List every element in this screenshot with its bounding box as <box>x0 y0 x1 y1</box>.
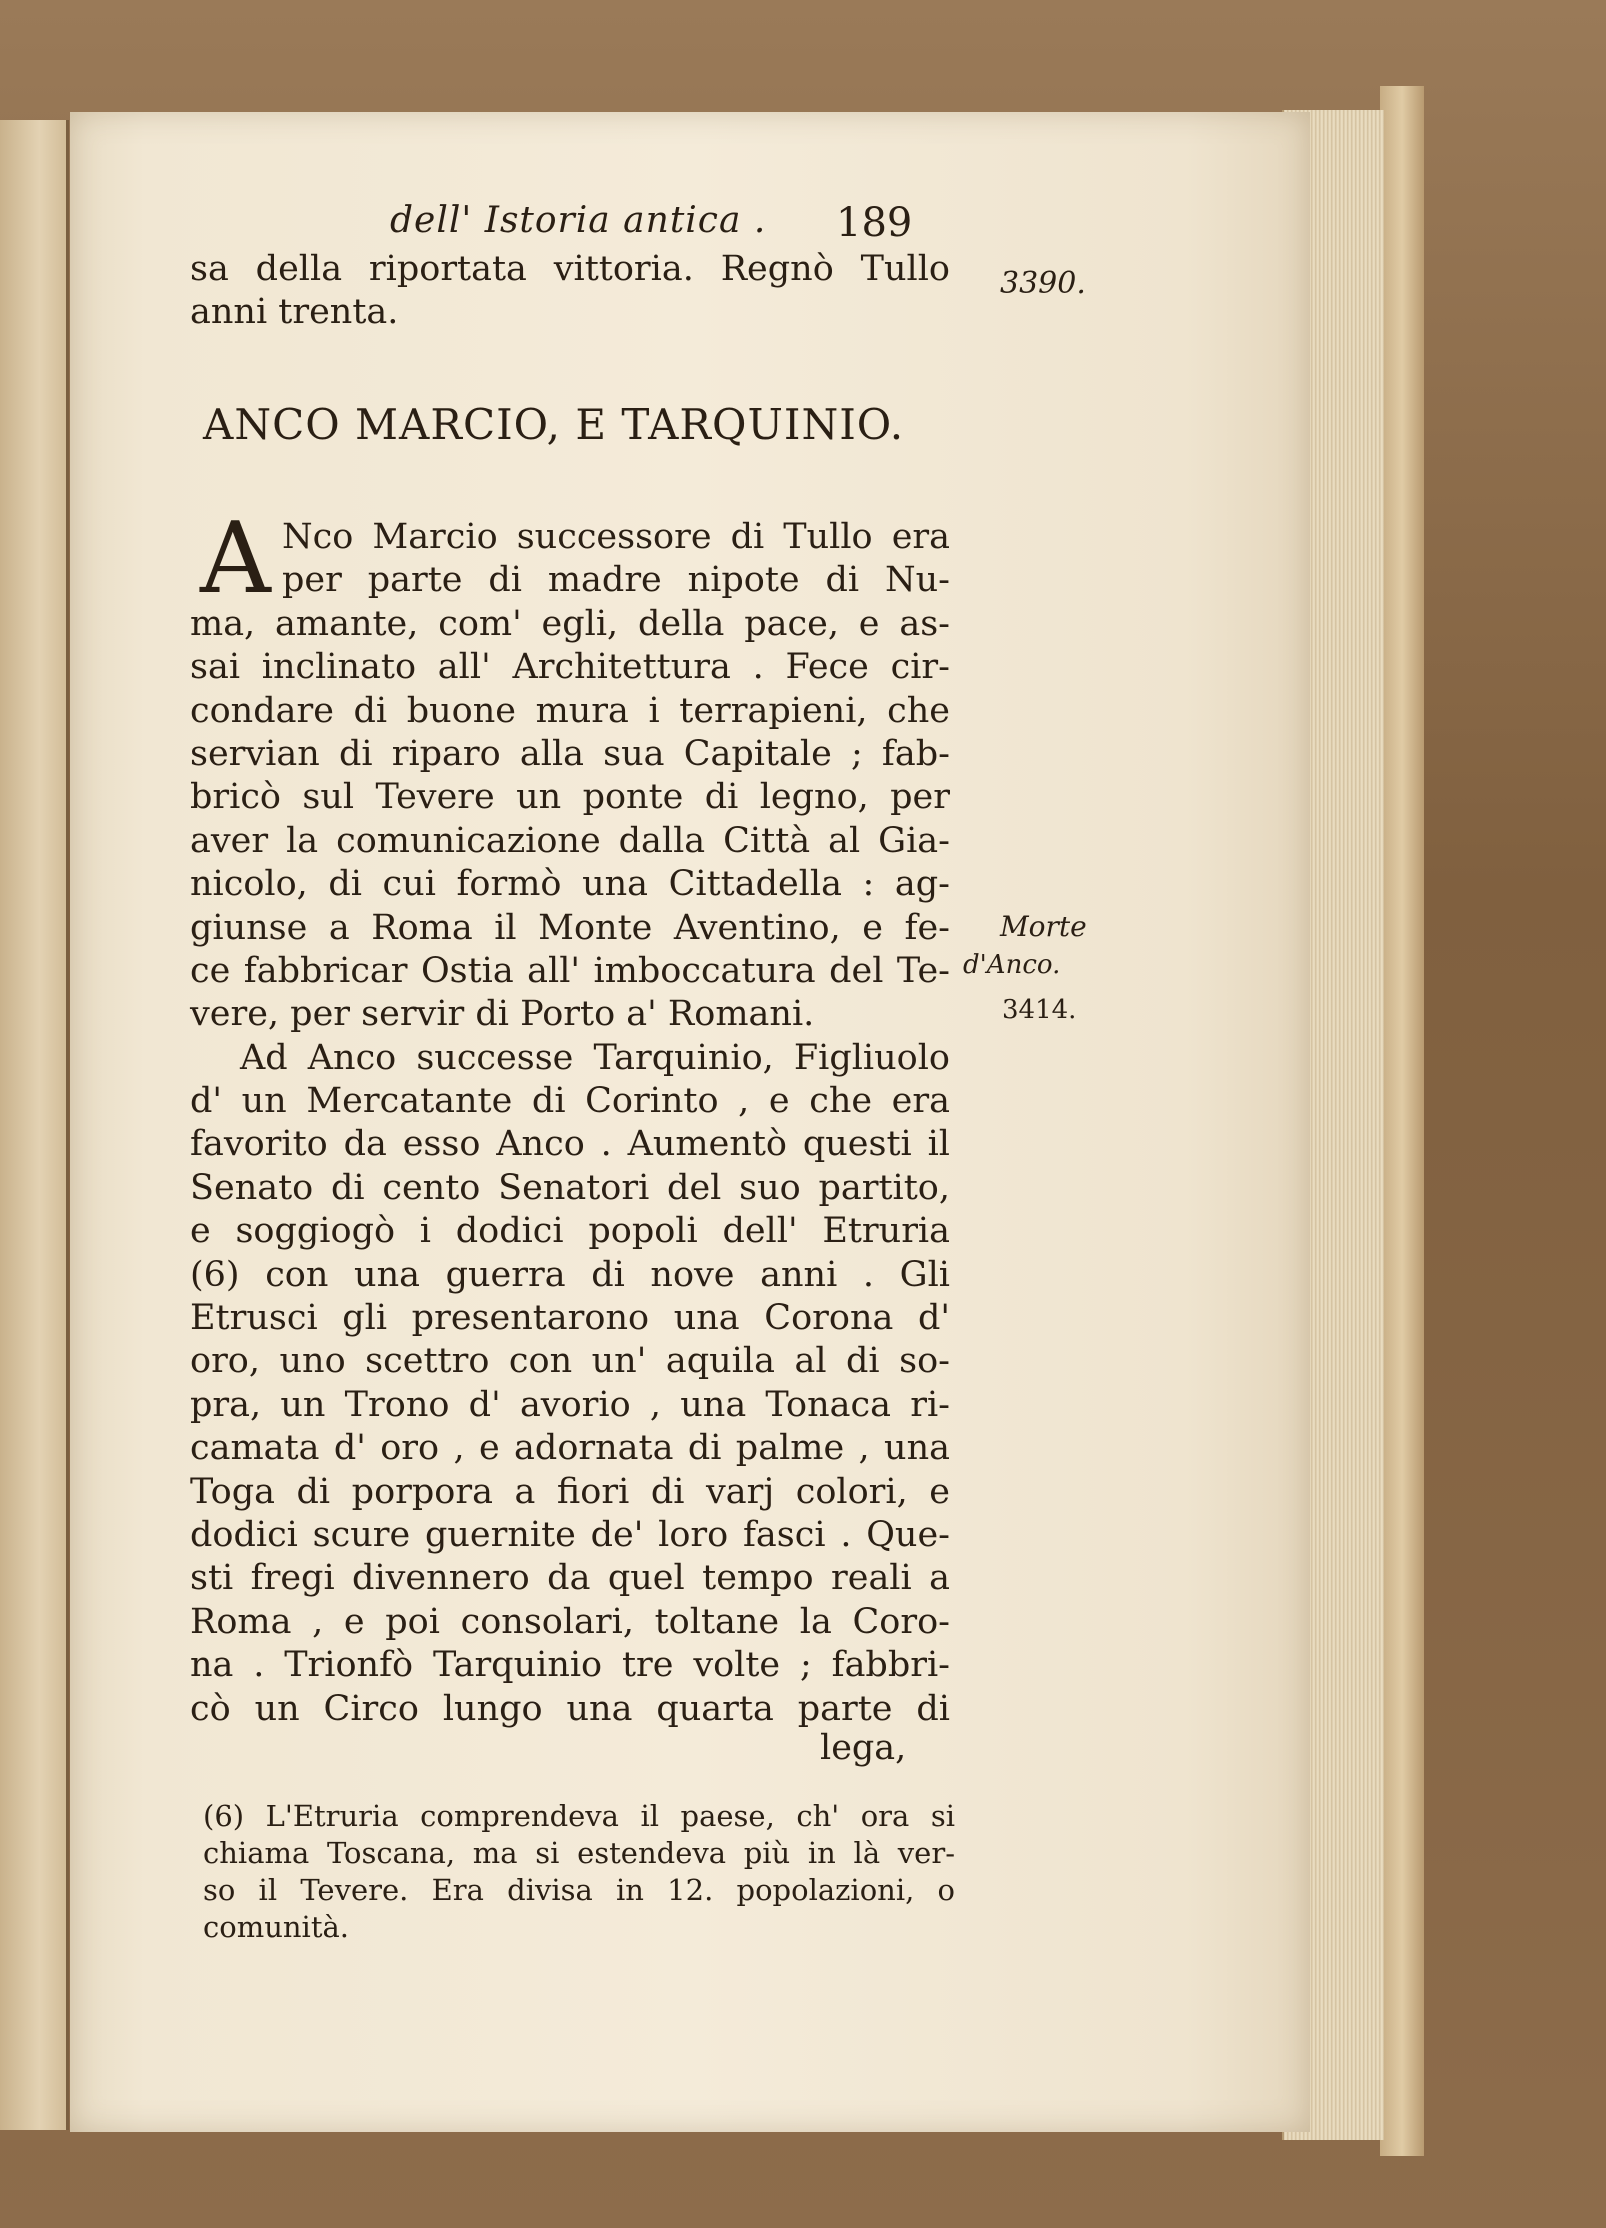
catchword: lega, <box>820 1728 907 1768</box>
page-number: 189 <box>836 200 913 246</box>
footnote-line: comunità. <box>203 1910 349 1944</box>
book-binding <box>1380 86 1424 2156</box>
footnote-line: (6) L'Etruria comprendeva il paese, ch' ora si <box>203 1799 955 1833</box>
margin-note-line: d'Anco. <box>963 950 1061 980</box>
text-line: Roma , e poi consolari, toltane la Coro- <box>190 1601 950 1642</box>
text-line: sti fregi divennero da quel tempo reali a <box>190 1558 950 1599</box>
footnote-line: so il Tevere. Era divisa in 12. popolazioni, o <box>203 1873 955 1907</box>
footnote <box>203 1798 955 1946</box>
text-line: giunse a Roma il Monte Aventino, e fe- <box>190 907 950 948</box>
facing-page-edge <box>0 120 69 2130</box>
text-line: dodici scure guernite de' loro fasci . Que- <box>190 1514 950 1555</box>
text-line: (6) con una guerra di nove anni . Gli <box>190 1254 950 1295</box>
margin-year-note: 3390. <box>1000 266 1086 301</box>
text-line: sa della riportata vittoria. Regnò Tullo <box>190 249 950 289</box>
text-line: Etrusci gli presentarono una Corona d' <box>190 1298 950 1339</box>
text-line: e soggiogò i dodici popoli dell' Etruria <box>190 1211 950 1252</box>
text-line: bricò sul Tevere un ponte di legno, per <box>190 777 950 818</box>
text-line: Toga di porpora a fiori di varj colori, e <box>190 1471 950 1512</box>
text-line: pra, un Trono d' avorio , una Tonaca ri- <box>190 1384 950 1425</box>
text-line: per parte di madre nipote di Nu- <box>282 560 950 601</box>
text-line: oro, uno scettro con un' aquila al di so- <box>190 1341 950 1382</box>
margin-year-note: 3414. <box>1002 995 1077 1025</box>
text-line: servian di riparo alla sua Capitale ; fab- <box>190 733 950 774</box>
text-line: ce fabbricar Ostia all' imboccatura del Te- <box>190 950 950 991</box>
text-line: Senato di cento Senatori del suo partito, <box>190 1167 950 1208</box>
text-line: sai inclinato all' Architettura . Fece cir- <box>190 647 950 688</box>
running-title: dell' Istoria antica . <box>390 200 767 241</box>
text-line: cò un Circo lungo una quarta parte di <box>190 1688 950 1729</box>
text-line: camata d' oro , e adornata di palme , una <box>190 1428 950 1469</box>
text-line: Ad Anco successe Tarquinio, Figliuolo <box>240 1037 950 1078</box>
text-line: condare di buone mura i terrapieni, che <box>190 690 950 731</box>
section-heading: ANCO MARCIO, E TARQUINIO. <box>203 400 905 449</box>
text-line: vere, per servir di Porto a' Romani. <box>190 994 815 1035</box>
text-line: favorito da esso Anco . Aumentò questi il <box>190 1124 950 1165</box>
text-line: nicolo, di cui formò una Cittadella : ag- <box>190 864 950 905</box>
text-line: aver la comunicazione dalla Città al Gia- <box>190 820 950 861</box>
text-line: Nco Marcio successore di Tullo era <box>282 517 950 557</box>
text-line: na . Trionfò Tarquinio tre volte ; fabbri- <box>190 1645 950 1686</box>
text-line: ma, amante, com' egli, della pace, e as- <box>190 603 950 644</box>
opening-lines <box>190 248 950 335</box>
margin-note-line: Morte <box>1000 910 1087 943</box>
footnote-line: chiama Toscana, ma si estendeva più in là ver- <box>203 1836 955 1870</box>
text-line: d' un Mercatante di Corinto , e che era <box>190 1081 950 1122</box>
drop-cap: A <box>200 502 271 616</box>
text-line: anni trenta. <box>190 292 399 333</box>
main-paragraph <box>190 516 950 1731</box>
